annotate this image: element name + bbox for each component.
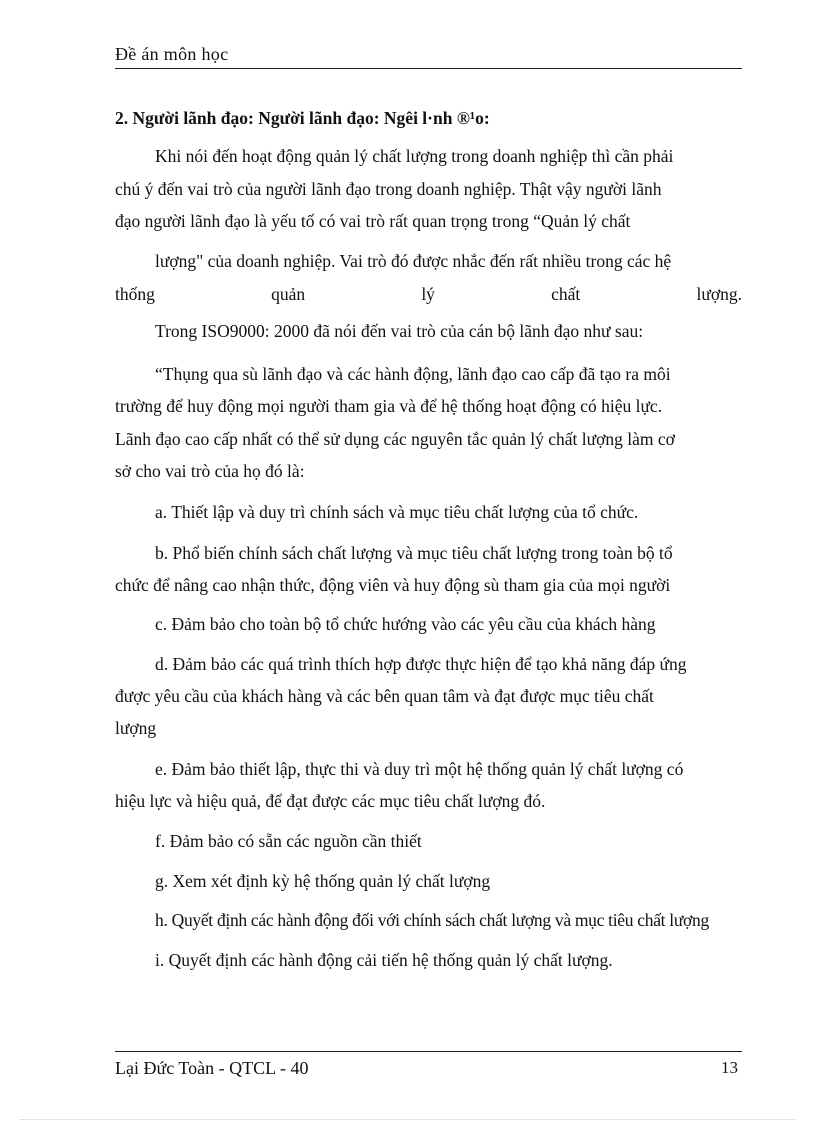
list-item-e-cont: hiệu lực và hiệu quả, để đạt được các mục tiêu chất lượng đó. bbox=[115, 791, 546, 811]
paragraph-line: Trong ISO9000: 2000 đã nói đến vai trò của cán bộ lãnh đạo như sau: bbox=[155, 321, 644, 341]
list-item-e: e. Đảm bảo thiết lập, thực thi và duy trì một hệ thống quản lý chất lượng có bbox=[155, 759, 684, 779]
list-item-i: i. Quyết định các hành động cải tiến hệ thống quản lý chất lượng. bbox=[155, 950, 613, 970]
list-item-b: b. Phổ biến chính sách chất lượng và mục tiêu chất lượng trong toàn bộ tổ bbox=[155, 543, 673, 563]
list-item-a: a. Thiết lập và duy trì chính sách và mục tiêu chất lượng của tổ chức. bbox=[155, 502, 639, 522]
section-heading: 2. Người lãnh đạo: Người lãnh đạo: Ngêi l·nh ®¹o: bbox=[115, 108, 490, 128]
quote-line: Lãnh đạo cao cấp nhất có thể sử dụng các nguyên tắc quản lý chất lượng làm cơ bbox=[115, 429, 675, 449]
quote-line: trường để huy động mọi người tham gia và để hệ thống hoạt động có hiệu lực. bbox=[115, 396, 663, 416]
list-item-f: f. Đảm bảo có sẵn các nguồn cần thiết bbox=[155, 831, 422, 851]
header-divider bbox=[115, 68, 742, 69]
list-item-d-cont: lượng bbox=[115, 718, 157, 738]
paragraph-line: Khi nói đến hoạt động quản lý chất lượng trong doanh nghiệp thì cần phải bbox=[155, 146, 674, 166]
list-item-d: d. Đảm bảo các quá trình thích hợp được thực hiện để tạo khả năng đáp ứng bbox=[155, 654, 687, 674]
paragraph-line: lượng" của doanh nghiệp. Vai trò đó được nhắc đến rất nhiều trong các hệ bbox=[155, 251, 672, 271]
list-item-d-cont: được yêu cầu của khách hàng và các bên quan tâm và đạt được mục tiêu chất bbox=[115, 686, 654, 706]
list-item-c: c. Đảm bảo cho toàn bộ tổ chức hướng vào các yêu cầu của khách hàng bbox=[155, 614, 656, 634]
list-item-b-cont: chức để nâng cao nhận thức, động viên và huy động sù tham gia của mọi người bbox=[115, 575, 671, 595]
footer-author: Lại Đức Toàn - QTCL - 40 bbox=[115, 1058, 309, 1078]
page-bottom-edge bbox=[20, 1119, 796, 1120]
paragraph-line-justified: thống quản lý chất lượng. bbox=[115, 284, 742, 304]
paragraph-line: chú ý đến vai trò của người lãnh đạo trong doanh nghiệp. Thật vậy người lãnh bbox=[115, 179, 662, 199]
list-item-g: g. Xem xét định kỳ hệ thống quản lý chất lượng bbox=[155, 871, 491, 891]
footer-divider bbox=[115, 1051, 742, 1052]
page-number: 13 bbox=[721, 1058, 738, 1077]
paragraph-line: đạo người lãnh đạo là yếu tố có vai trò rất quan trọng trong “Quản lý chất bbox=[115, 211, 631, 231]
list-item-h: h. Quyết định các hành động đối với chính sách chất lượng và mục tiêu chất lượng bbox=[155, 910, 709, 930]
quote-line: “Thụng qua sù lãnh đạo và các hành động, lãnh đạo cao cấp đã tạo ra môi bbox=[155, 364, 671, 384]
page-header-title: Đề án môn học bbox=[115, 44, 229, 64]
quote-line: sở cho vai trò của họ đó là: bbox=[115, 461, 305, 481]
